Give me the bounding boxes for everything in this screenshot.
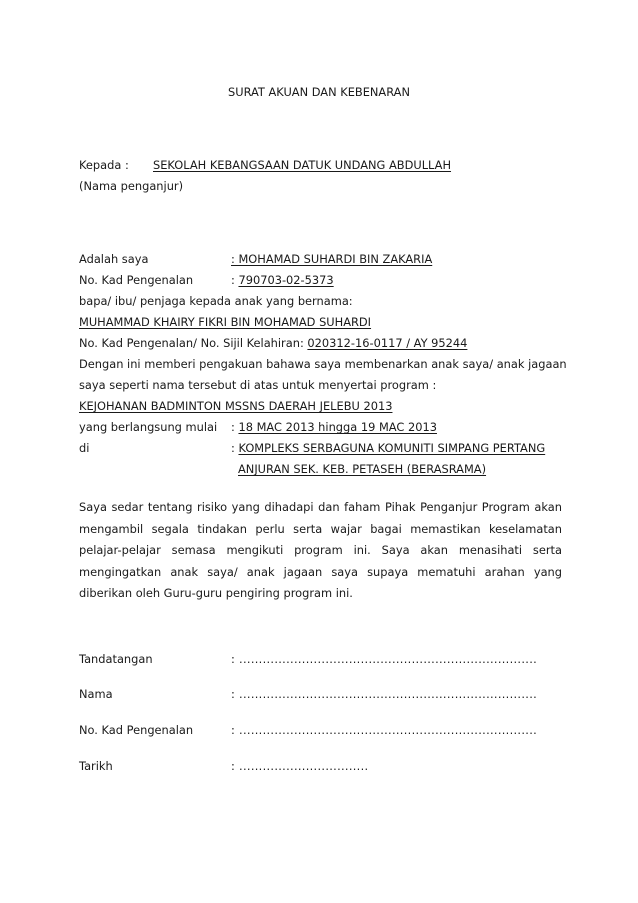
organizer-note: (Nama penganjur) bbox=[79, 179, 184, 193]
program-venue-line-2: ANJURAN SEK. KEB. PETASEH (BERASRAMA) bbox=[238, 462, 487, 476]
child-ic-number: 020312-16-0117 / AY 95244 bbox=[307, 336, 468, 350]
declarant-ic-number: 790703-02-5373 bbox=[238, 273, 334, 287]
declarant-name-label: Adalah saya bbox=[79, 252, 149, 266]
kepada-label: Kepada : bbox=[79, 158, 129, 172]
child-name: MUHAMMAD KHAIRY FIKRI BIN MOHAMAD SUHARDI bbox=[79, 315, 372, 329]
consent-line-1: Dengan ini memberi pengakuan bahawa saya membenarkan anak saya/ anak jagaan bbox=[79, 357, 567, 371]
program-venue-label: di bbox=[79, 441, 90, 455]
declarant-ic-label: No. Kad Pengenalan bbox=[79, 273, 194, 287]
ic-label: No. Kad Pengenalan bbox=[79, 723, 194, 737]
document-title: SURAT AKUAN DAN KEBENARAN bbox=[228, 85, 410, 99]
consent-line-2: saya seperti nama tersebut di atas untuk menyertai program : bbox=[79, 378, 437, 392]
program-date bbox=[231, 419, 437, 435]
date-field: : ................................. bbox=[231, 759, 369, 773]
program-date-text: 18 MAC 2013 hingga 19 MAC 2013 bbox=[238, 420, 437, 434]
program-venue-line-1: KOMPLEKS SERBAGUNA KOMUNITI SIMPANG PERTANG bbox=[238, 441, 546, 455]
date-label: Tarikh bbox=[79, 759, 113, 773]
declarant-ic-colon: : bbox=[231, 273, 239, 287]
declarant-ic-value bbox=[231, 272, 334, 288]
signature-field: : ............................................................................ bbox=[231, 652, 538, 666]
child-ic-line bbox=[79, 335, 467, 351]
child-ic-label: No. Kad Pengenalan/ No. Sijil Kelahiran: bbox=[79, 336, 308, 350]
program-name: KEJOHANAN BADMINTON MSSNS DAERAH JELEBU 2013 bbox=[79, 399, 393, 413]
declarant-name-value bbox=[231, 251, 432, 267]
program-date-label: yang berlangsung mulai bbox=[79, 420, 218, 434]
program-date-colon: : bbox=[231, 420, 239, 434]
declarant-name-text: : MOHAMAD SUHARDI BIN ZAKARIA bbox=[231, 252, 433, 266]
program-venue bbox=[231, 440, 545, 456]
statement-paragraph: Saya sedar tentang risiko yang dihadapi dan faham Pihak Penganjur Program akan mengambil segala tindakan perlu serta wajar bagai memastikan keselamatan pelajar-pelajar semasa mengikuti program ini. Saya akan menasihati serta mengingatkan anak saya/ anak jagaan saya supaya mematuhi arahan yang diberikan oleh Guru-guru pengiring program ini. bbox=[79, 500, 562, 601]
school-name: SEKOLAH KEBANGSAAN DATUK UNDANG ABDULLAH bbox=[153, 158, 452, 172]
program-venue-colon: : bbox=[231, 441, 239, 455]
ic-field: : ............................................................................ bbox=[231, 723, 538, 737]
name-field: : ............................................................................ bbox=[231, 687, 538, 701]
name-label: Nama bbox=[79, 687, 113, 701]
child-intro: bapa/ ibu/ penjaga kepada anak yang bernama: bbox=[79, 294, 353, 308]
signature-label: Tandatangan bbox=[79, 652, 153, 666]
